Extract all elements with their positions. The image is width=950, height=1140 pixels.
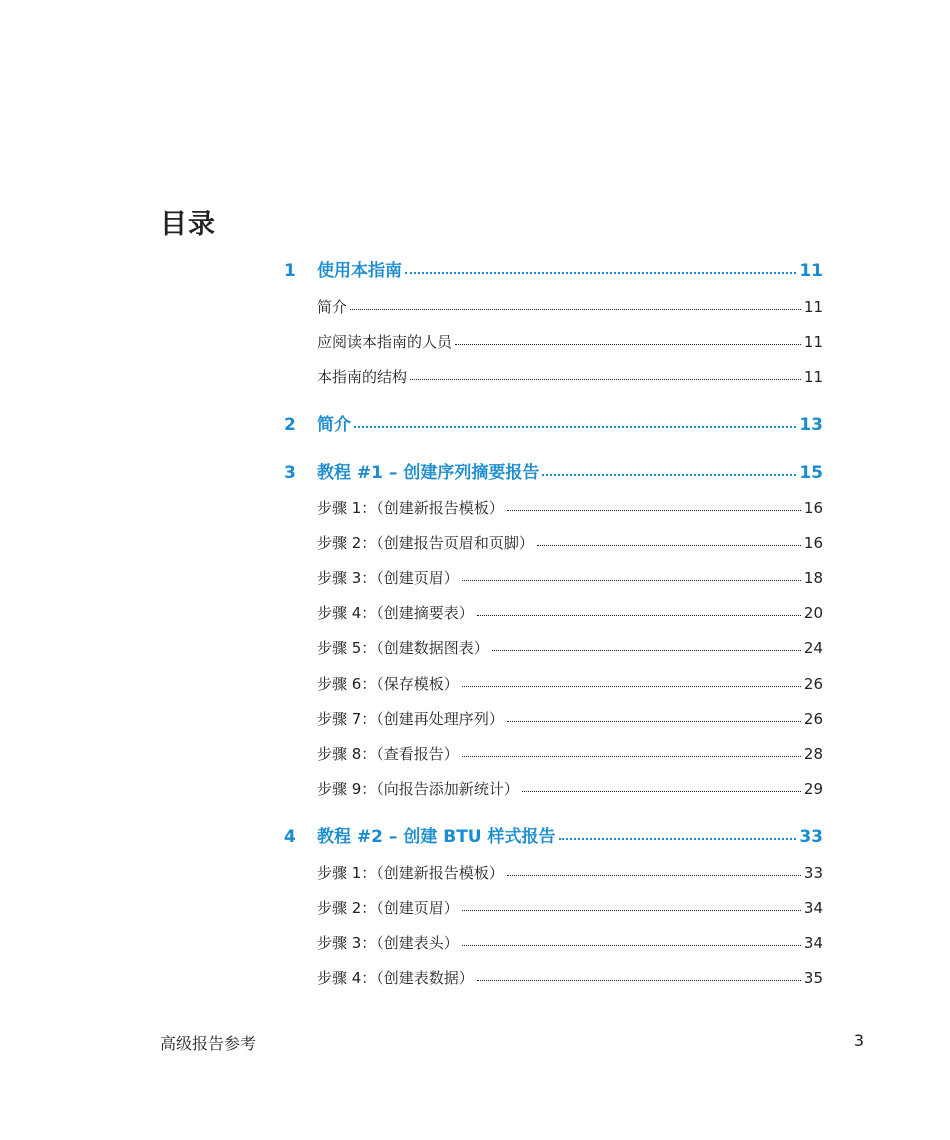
- dot-leader: [350, 309, 801, 310]
- section-title: 步骤 4：（创建摘要表）: [317, 604, 474, 622]
- section-title: 步骤 4：（创建表数据）: [317, 969, 474, 987]
- dot-leader: [477, 980, 801, 981]
- section-page: 11: [803, 368, 823, 386]
- section-page: 35: [803, 969, 823, 987]
- dot-leader: [354, 426, 796, 428]
- dot-leader: [462, 756, 801, 757]
- section-title: 步骤 2：（创建报告页眉和页脚）: [317, 534, 534, 552]
- chapter-title: 简介: [317, 415, 351, 435]
- section-page: 33: [803, 864, 823, 882]
- section-title: 步骤 7：（创建再处理序列）: [317, 710, 504, 728]
- chapter-page: 15: [799, 463, 823, 483]
- dot-leader: [462, 686, 801, 687]
- section-page: 18: [803, 569, 823, 587]
- section-title: 步骤 2：（创建页眉）: [317, 899, 459, 917]
- section-title: 步骤 3：（创建页眉）: [317, 569, 459, 587]
- dot-leader: [462, 910, 801, 911]
- chapter-page: 33: [799, 827, 823, 847]
- page-title: 目录: [160, 209, 216, 240]
- dot-leader: [507, 721, 801, 722]
- dot-leader: [537, 545, 801, 546]
- section-page: 34: [803, 934, 823, 952]
- section-page: 26: [803, 710, 823, 728]
- dot-leader: [559, 838, 797, 840]
- chapter-number: 1: [284, 261, 296, 281]
- section-title: 步骤 9：（向报告添加新统计）: [317, 780, 519, 798]
- dot-leader: [507, 510, 801, 511]
- section-title: 应阅读本指南的人员: [317, 333, 453, 351]
- section-page: 16: [803, 499, 823, 517]
- dot-leader: [507, 875, 801, 876]
- section-title: 步骤 1：（创建新报告模板）: [317, 499, 504, 517]
- dot-leader: [462, 580, 801, 581]
- section-title: 步骤 8：（查看报告）: [317, 745, 459, 763]
- dot-leader: [405, 272, 796, 274]
- dot-leader: [542, 474, 796, 476]
- chapter-page: 11: [799, 261, 823, 281]
- section-page: 11: [803, 298, 823, 316]
- chapter-title: 教程 #1 – 创建序列摘要报告: [317, 463, 540, 483]
- chapter-number: 2: [284, 415, 296, 435]
- section-page: 34: [803, 899, 823, 917]
- section-page: 11: [803, 333, 823, 351]
- chapter-number: 3: [284, 463, 296, 483]
- dot-leader: [462, 945, 801, 946]
- section-title: 步骤 1：（创建新报告模板）: [317, 864, 504, 882]
- dot-leader: [455, 344, 801, 345]
- chapter-number: 4: [284, 827, 296, 847]
- section-page: 29: [803, 780, 823, 798]
- footer-doc-title: 高级报告参考: [160, 1034, 257, 1053]
- dot-leader: [492, 650, 801, 651]
- section-title: 步骤 5：（创建数据图表）: [317, 639, 489, 657]
- chapter-page: 13: [799, 415, 823, 435]
- footer-page-number: 3: [853, 1031, 864, 1050]
- section-page: 26: [803, 675, 823, 693]
- section-page: 28: [803, 745, 823, 763]
- chapter-title: 教程 #2 – 创建 BTU 样式报告: [317, 827, 556, 847]
- section-page: 20: [803, 604, 823, 622]
- section-title: 步骤 3：（创建表头）: [317, 934, 459, 952]
- dot-leader: [477, 615, 801, 616]
- dot-leader: [410, 379, 801, 380]
- section-page: 16: [803, 534, 823, 552]
- section-title: 简介: [317, 298, 348, 316]
- section-title: 本指南的结构: [317, 368, 408, 386]
- chapter-title: 使用本指南: [317, 261, 402, 281]
- dot-leader: [522, 791, 801, 792]
- section-title: 步骤 6：（保存模板）: [317, 675, 459, 693]
- section-page: 24: [803, 639, 823, 657]
